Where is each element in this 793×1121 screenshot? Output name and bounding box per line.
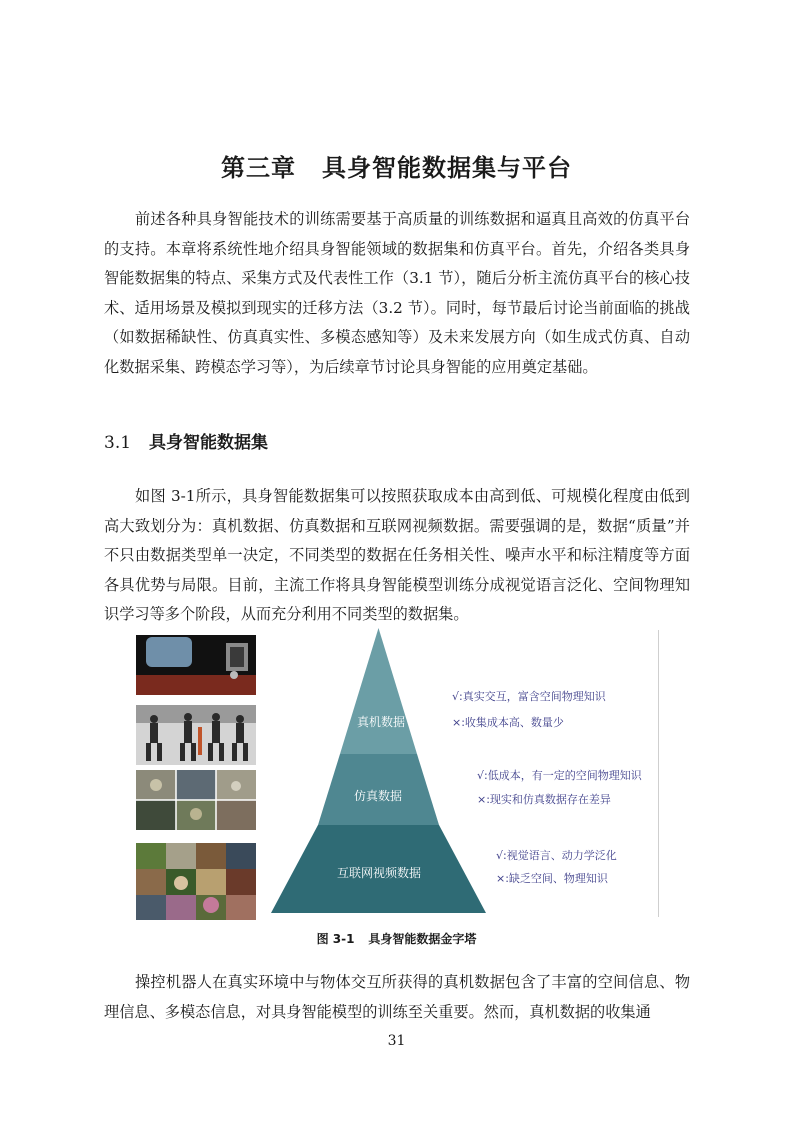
tier-label-internet-video: 互联网视频数据: [336, 866, 421, 880]
tier-label-real-robot: 真机数据: [356, 715, 405, 729]
section-title: 具身智能数据集: [149, 433, 269, 453]
figure-caption-number: 图 3-1: [316, 932, 355, 946]
chapter-number: 第三章: [221, 154, 296, 182]
internet-video-collage: [136, 843, 256, 920]
internet-video-pros: √:视觉语言、动力学泛化: [496, 849, 617, 862]
chapter-title-text: 具身智能数据集与平台: [322, 154, 572, 182]
real-robot-pros: √:真实交互，富含空间物理知识: [452, 690, 606, 703]
chapter-title: [0, 148, 793, 183]
section-paragraph: 如图 3-1所示，具身智能数据集可以按照获取成本由高到低、可规模化程度由低到高大致划分为：真机数据、仿真数据和互联网视频数据。需要强调的是，数据“质量”并不只由数据类型单一决定，不同类型的数据在任务相关性、噪声水平和标注精度等方面各具优势与局限。目前，主流工作将具身智能模型训练分成视觉语言泛化、空间物理知识学习等多个阶段，从而充分利用不同类型的数据集。: [104, 487, 690, 623]
figure-caption-text: 具身智能数据金字塔: [368, 932, 477, 946]
section-heading: [104, 428, 268, 453]
tier-label-simulation: 仿真数据: [353, 789, 402, 803]
real-robot-photo: [136, 635, 256, 695]
tier-real-robot: [340, 628, 417, 754]
figure-data-pyramid: [136, 628, 661, 920]
simulation-cons: ×:现实和仿真数据存在差异: [477, 793, 611, 806]
figure-border-line: [658, 630, 659, 917]
section-number: 3.1: [104, 433, 132, 453]
closing-paragraph: 操控机器人在真实环境中与物体交互所获得的真机数据包含了丰富的空间信息、物理信息、多模态信息，对具身智能模型的训练至关重要。然而，真机数据的收集通: [104, 973, 690, 1021]
real-robot-cons: ×:收集成本高、数量少: [452, 716, 564, 729]
intro-paragraph: 前述各种具身智能技术的训练需要基于高质量的训练数据和逼真且高效的仿真平台的支持。本章将系统性地介绍具身智能领域的数据集和仿真平台。首先，介绍各类具身智能数据集的特点、采集方式及代表性工作（3.1 节），随后分析主流仿真平台的核心技术、适用场景及模拟到现实的迁移方法（3.2 节）。同时，每节最后讨论当前面临的挑战（如数据稀缺性、仿真真实性、多模态感知等）及未来发展方向（如生成式仿真、自动化数据采集、跨模态学习等），为后续章节讨论具身智能的应用奠定基础。: [104, 210, 690, 376]
figure-caption: [0, 930, 793, 947]
human-motion-photo: [136, 705, 256, 765]
page-number: 31: [387, 1033, 406, 1049]
internet-video-cons: ×:缺乏空间、物理知识: [496, 872, 608, 885]
simulation-pros: √:低成本，有一定的空间物理知识: [477, 769, 642, 782]
simulation-grid-photo: [136, 770, 256, 830]
